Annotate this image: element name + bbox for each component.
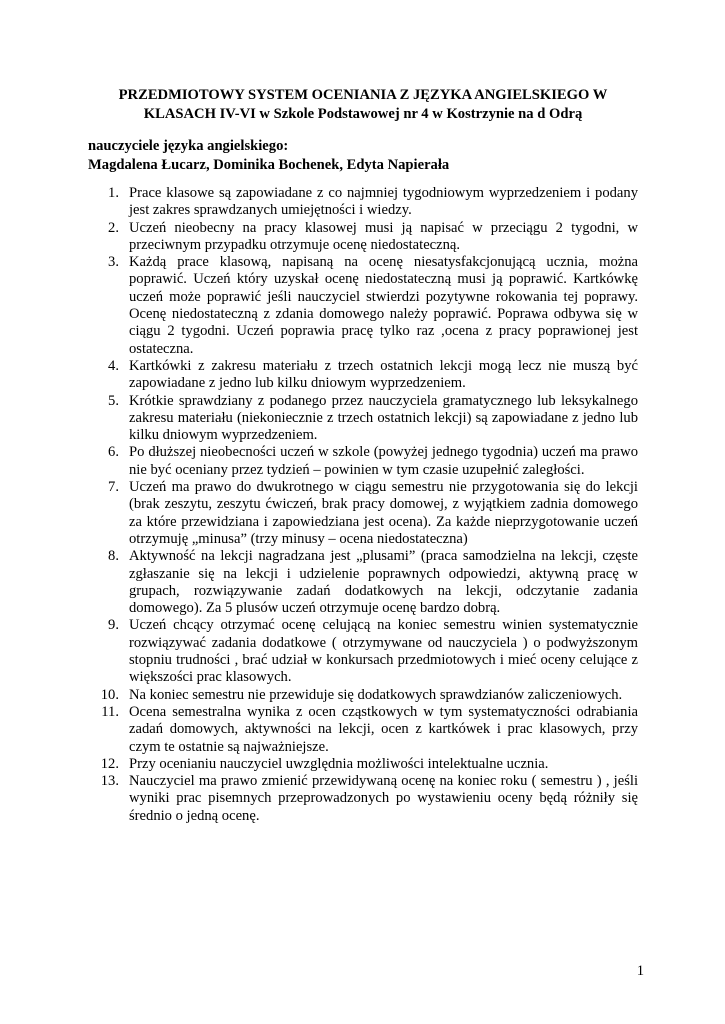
- rule-text: Po dłuższej nieobecności uczeń w szkole (powyżej jednego tygodnia) uczeń ma prawo nie być oceniany przez tydzień – powinien w tym czasie uzupełnić zaległości.: [129, 444, 638, 478]
- rule-text: Kartkówki z zakresu materiału z trzech ostatnich lekcji mogą lecz nie muszą być zapowiadane z jedno lub kilku dniowym wyprzedzeniem.: [129, 357, 638, 392]
- rule-number: 7.: [108, 479, 119, 496]
- rule-item: [88, 617, 638, 686]
- rule-number: 8.: [108, 548, 119, 565]
- title-line-2: KLASACH IV-VI w Szkole Podstawowej nr 4 w Kostrzynie na d Odrą: [143, 106, 583, 122]
- rule-number: 12.: [100, 755, 119, 772]
- rule-text: Ocena semestralna wynika z ocen cząstkowych w tym systematyczności odrabiania zadań domowych, aktywności na lekcji, ocen z kartkówek i prac klasowych, przy czym te ostatnie są najważniejsze.: [129, 703, 638, 755]
- rule-number: 10.: [100, 686, 119, 703]
- rule-text: Przy ocenianiu nauczyciel uwzględnia możliwości intelektualne ucznia.: [129, 755, 549, 772]
- rule-item: [88, 479, 638, 548]
- rule-number: 5.: [108, 392, 119, 409]
- rule-item: [88, 704, 638, 756]
- rule-number: 6.: [108, 444, 119, 461]
- teachers-block: [88, 137, 648, 175]
- rule-number: 2.: [108, 219, 119, 236]
- rule-item: [88, 687, 638, 704]
- document-title: [88, 86, 638, 124]
- rule-text: Każdą prace klasową, napisaną na ocenę niesatysfakcjonującą ucznia, można poprawić. Uczeń który uzyskał ocenę niedostateczną musi ją poprawić. Kartkówkę uczeń może poprawić jeśli nauczyciel stwierdzi pozytywne rokowania tej poprawy. Ocenę niedostateczną z zdania domowego należy poprawić. Poprawa odbywa się w ciągu 2 tygodni. Uczeń poprawia pracę tylko raz ,ocena z pracy poprawionej jest ostateczna.: [129, 254, 638, 357]
- rule-text: Prace klasowe są zapowiadane z co najmniej tygodniowym wyprzedzeniem i podany jest zakres sprawdzanych umiejętności i wiedzy.: [129, 185, 638, 219]
- rule-number: 1.: [108, 185, 119, 201]
- rule-item: [88, 548, 638, 617]
- rule-text: Krótkie sprawdziany z podanego przez nauczyciela gramatycznego lub leksykalnego zakresu materiału (niekoniecznie z trzech ostatnich lekcji) są zapowiadane z jedno lub kilku dniowym wyprzedzeniem.: [129, 392, 638, 444]
- rule-item: [88, 393, 638, 445]
- title-line-1: PRZEDMIOTOWY SYSTEM OCENIANIA Z JĘZYKA ANGIELSKIEGO W: [118, 87, 608, 103]
- rule-item: [88, 254, 638, 358]
- rule-text: Nauczyciel ma prawo zmienić przewidywaną ocenę na koniec roku ( semestru ) , jeśli wyniki prac pisemnych przeprowadzonych po wystawieniu oceny będą różniły się średnio o jedną ocenę.: [129, 773, 638, 824]
- rule-item: [88, 444, 638, 479]
- rule-number: 4.: [108, 357, 119, 374]
- rule-text: Uczeń chcący otrzymać ocenę celującą na koniec semestru winien systematycznie rozwiązywać zadania dodatkowe ( otrzymywane od nauczyciela ) o podwyższonym stopniu trudności , brać udział w konkursach przedmiotowych i mieć oceny celujące z większości prac klasowych.: [129, 617, 638, 686]
- rule-text: Aktywność na lekcji nagradzana jest „plusami” (praca samodzielna na lekcji, częste zgłaszanie się na lekcji i udzielenie poprawnych odpowiedzi, aktywną pracę w grupach, rozwiązywanie zadań dodatkowych na lekcji, odczytanie zadania domowego). Za 5 plusów uczeń otrzymuje ocenę bardzo dobrą.: [129, 548, 638, 617]
- page-number: 1: [636, 963, 644, 979]
- rule-text: Uczeń ma prawo do dwukrotnego w ciągu semestru nie przygotowania się do lekcji (brak zeszytu, zeszytu ćwiczeń, brak pracy domowej, z wyjątkiem zadnia domowego za które przewidziana i zapowiedziana jest ocena). Za każde nieprzygotowanie uczeń otrzymuję „minusa” (trzy minusy – ocena niedostateczna): [129, 479, 638, 547]
- rules-list: [88, 185, 638, 825]
- rule-item: [88, 185, 638, 220]
- rule-item: [88, 756, 638, 773]
- rule-item: [88, 358, 638, 393]
- rule-number: 11.: [101, 703, 119, 720]
- rule-number: 3.: [108, 254, 119, 271]
- rule-number: 13.: [100, 773, 119, 790]
- rule-text: Na koniec semestru nie przewiduje się dodatkowych sprawdzianów zaliczeniowych.: [129, 686, 623, 703]
- teachers-names: Magdalena Łucarz, Dominika Bochenek, Edyta Napierała: [88, 157, 450, 173]
- rule-text: Uczeń nieobecny na pracy klasowej musi ją napisać w przeciągu 2 tygodni, w przeciwnym przypadku otrzymuje ocenę niedostateczną.: [129, 219, 638, 253]
- rule-item: [88, 220, 638, 255]
- rule-item: [88, 773, 638, 825]
- teachers-heading: nauczyciele języka angielskiego:: [88, 138, 289, 154]
- rule-number: 9.: [108, 617, 119, 634]
